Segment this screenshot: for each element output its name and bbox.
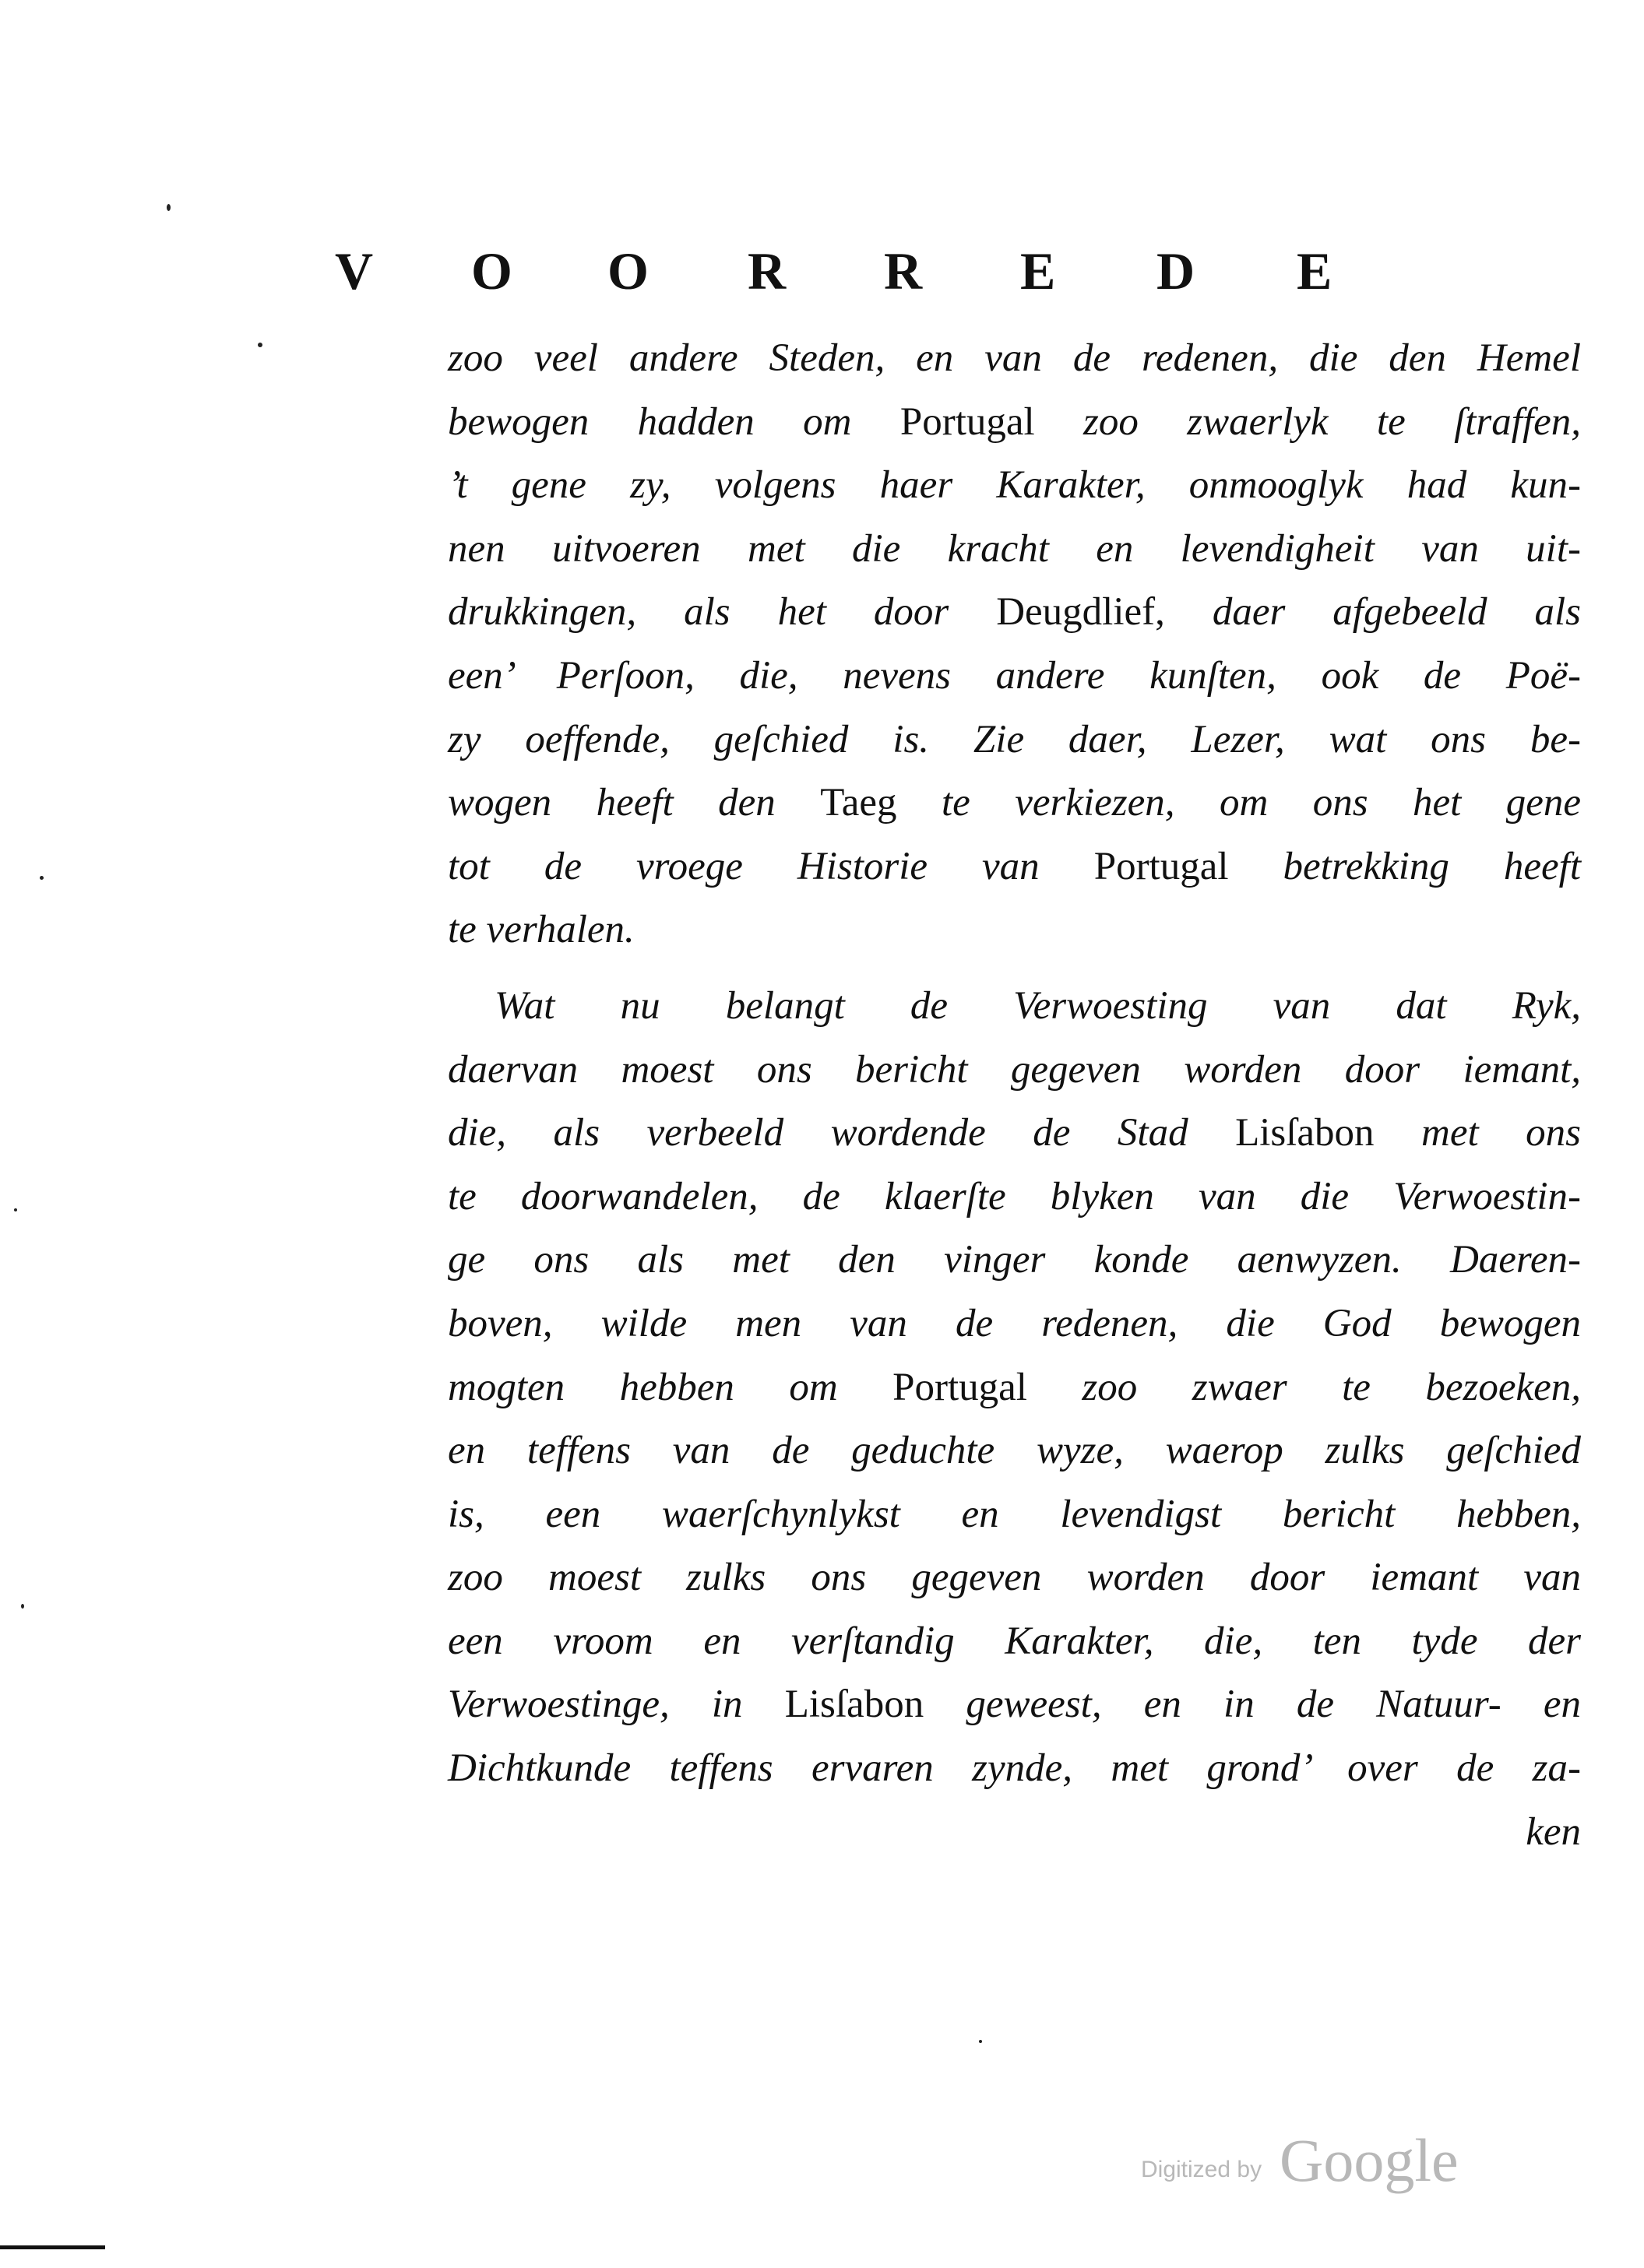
text-line <box>448 518 1581 582</box>
text-line <box>448 1102 1581 1166</box>
paragraph-gap <box>448 962 1581 975</box>
italic-segment: ge ons als met den vinger konde aenwyzen. Daeren- <box>448 1238 1581 1282</box>
italic-segment: ’t gene zy, volgens haer Karakter, onmooglyk had kun- <box>448 463 1581 508</box>
italic-segment: te doorwandelen, de klaerſte blyken van die Verwoestin- <box>448 1174 1581 1218</box>
roman-segment: Deugdlief, <box>996 590 1165 635</box>
italic-segment: te verhalen. <box>448 908 635 952</box>
italic-segment: boven, wilde men van de redenen, die God bewogen <box>448 1301 1581 1345</box>
ink-speck <box>167 204 171 211</box>
running-head-letter: R <box>748 241 787 301</box>
text-line <box>448 327 1581 391</box>
running-head-letter: V <box>335 241 374 301</box>
running-head-letter: D <box>1156 241 1195 301</box>
italic-segment: Dichtkunde teffens ervaren zynde, met grond’ over de za- <box>448 1746 1581 1791</box>
body-text <box>448 327 1581 1864</box>
roman-segment: Lisſabon <box>784 1683 924 1727</box>
ink-speck <box>258 343 262 347</box>
text-line <box>448 835 1581 899</box>
roman-segment: Lisſabon <box>1235 1111 1375 1155</box>
italic-segment: is, een waerſchynlykst en levendigst bericht hebben, <box>448 1492 1581 1536</box>
italic-segment: die, als verbeeld wordende de Stad <box>448 1111 1236 1155</box>
italic-segment: zoo veel andere Steden, en van de redenen, die den Hemel <box>448 336 1581 380</box>
text-line <box>448 1292 1581 1356</box>
text-line <box>448 1546 1581 1610</box>
text-line <box>448 1356 1581 1420</box>
italic-segment: zoo zwaerlyk te ſtraffen, <box>1034 399 1581 444</box>
italic-segment: zoo moest zulks ons gegeven worden door iemant van <box>448 1556 1581 1600</box>
paragraph-1 <box>448 327 1581 962</box>
roman-segment: Portugal <box>1093 844 1229 888</box>
text-line <box>448 898 1581 962</box>
italic-segment: te verkiezen, om ons het gene <box>896 781 1581 825</box>
italic-segment: Wat nu belangt de Verwoesting van dat Ryk, <box>495 983 1581 1028</box>
italic-segment: Verwoestinge, in <box>448 1683 785 1727</box>
watermark-brand: Google <box>1280 2126 1459 2194</box>
running-head-letter: R <box>884 241 923 301</box>
roman-segment: Taeg <box>820 781 897 825</box>
ink-speck <box>21 1604 24 1609</box>
roman-segment: Portugal <box>899 399 1035 444</box>
text-line <box>448 975 1581 1039</box>
italic-segment: tot de vroege Historie van <box>448 844 1094 888</box>
running-head-letter: O <box>471 241 512 301</box>
italic-segment: zy oeffende, geſchied is. Zie daer, Lezer, wat ons be- <box>448 717 1581 761</box>
text-line <box>448 1166 1581 1229</box>
text-line <box>448 1039 1581 1102</box>
text-line <box>448 581 1581 645</box>
italic-segment: mogten hebben om <box>448 1365 893 1409</box>
text-line <box>448 1737 1581 1801</box>
watermark-prefix: Digitized by <box>1141 2157 1262 2182</box>
italic-segment: wogen heeft den <box>448 781 821 825</box>
italic-segment: nen uitvoeren met die kracht en levendigheit van uit- <box>448 526 1581 571</box>
roman-segment: Portugal <box>892 1365 1027 1409</box>
ink-speck <box>14 1208 17 1211</box>
edge-mark <box>0 2245 105 2249</box>
italic-segment: bewogen hadden om <box>448 399 900 444</box>
italic-segment: betrekking heeft <box>1228 844 1581 888</box>
running-head-letter: E <box>1020 241 1056 301</box>
italic-segment: zoo zwaer te bezoeken, <box>1026 1365 1581 1409</box>
ink-speck <box>979 2040 982 2043</box>
text-line <box>448 772 1581 835</box>
text-line <box>448 1419 1581 1483</box>
catchword: ken <box>1526 1809 1581 1854</box>
ink-speck <box>40 876 44 880</box>
italic-segment: een vroom en verſtandig Karakter, die, ten tyde der <box>448 1619 1581 1663</box>
text-line <box>448 454 1581 518</box>
running-head <box>335 240 1441 302</box>
text-line <box>448 1610 1581 1674</box>
text-line <box>448 391 1581 455</box>
digitized-watermark <box>1141 2126 1484 2196</box>
text-line <box>448 709 1581 772</box>
italic-segment: en teffens van de geduchte wyze, waerop zulks geſchied <box>448 1429 1581 1473</box>
text-line <box>448 1673 1581 1737</box>
running-head-letter: O <box>607 241 649 301</box>
italic-segment: geweest, en in de Natuur- en <box>924 1683 1581 1727</box>
italic-segment: een’ Perſoon, die, nevens andere kunſten, ook de Poë- <box>448 653 1581 698</box>
text-line <box>448 1483 1581 1547</box>
italic-segment: met ons <box>1374 1111 1582 1155</box>
text-line <box>448 645 1581 709</box>
italic-segment: daervan moest ons bericht gegeven worden door iemant, <box>448 1047 1581 1092</box>
text-line <box>448 1229 1581 1292</box>
paragraph-2 <box>448 975 1581 1801</box>
running-head-letter: E <box>1297 241 1332 301</box>
italic-segment: drukkingen, als het door <box>448 590 997 635</box>
italic-segment: daer afgebeeld als <box>1164 590 1581 635</box>
